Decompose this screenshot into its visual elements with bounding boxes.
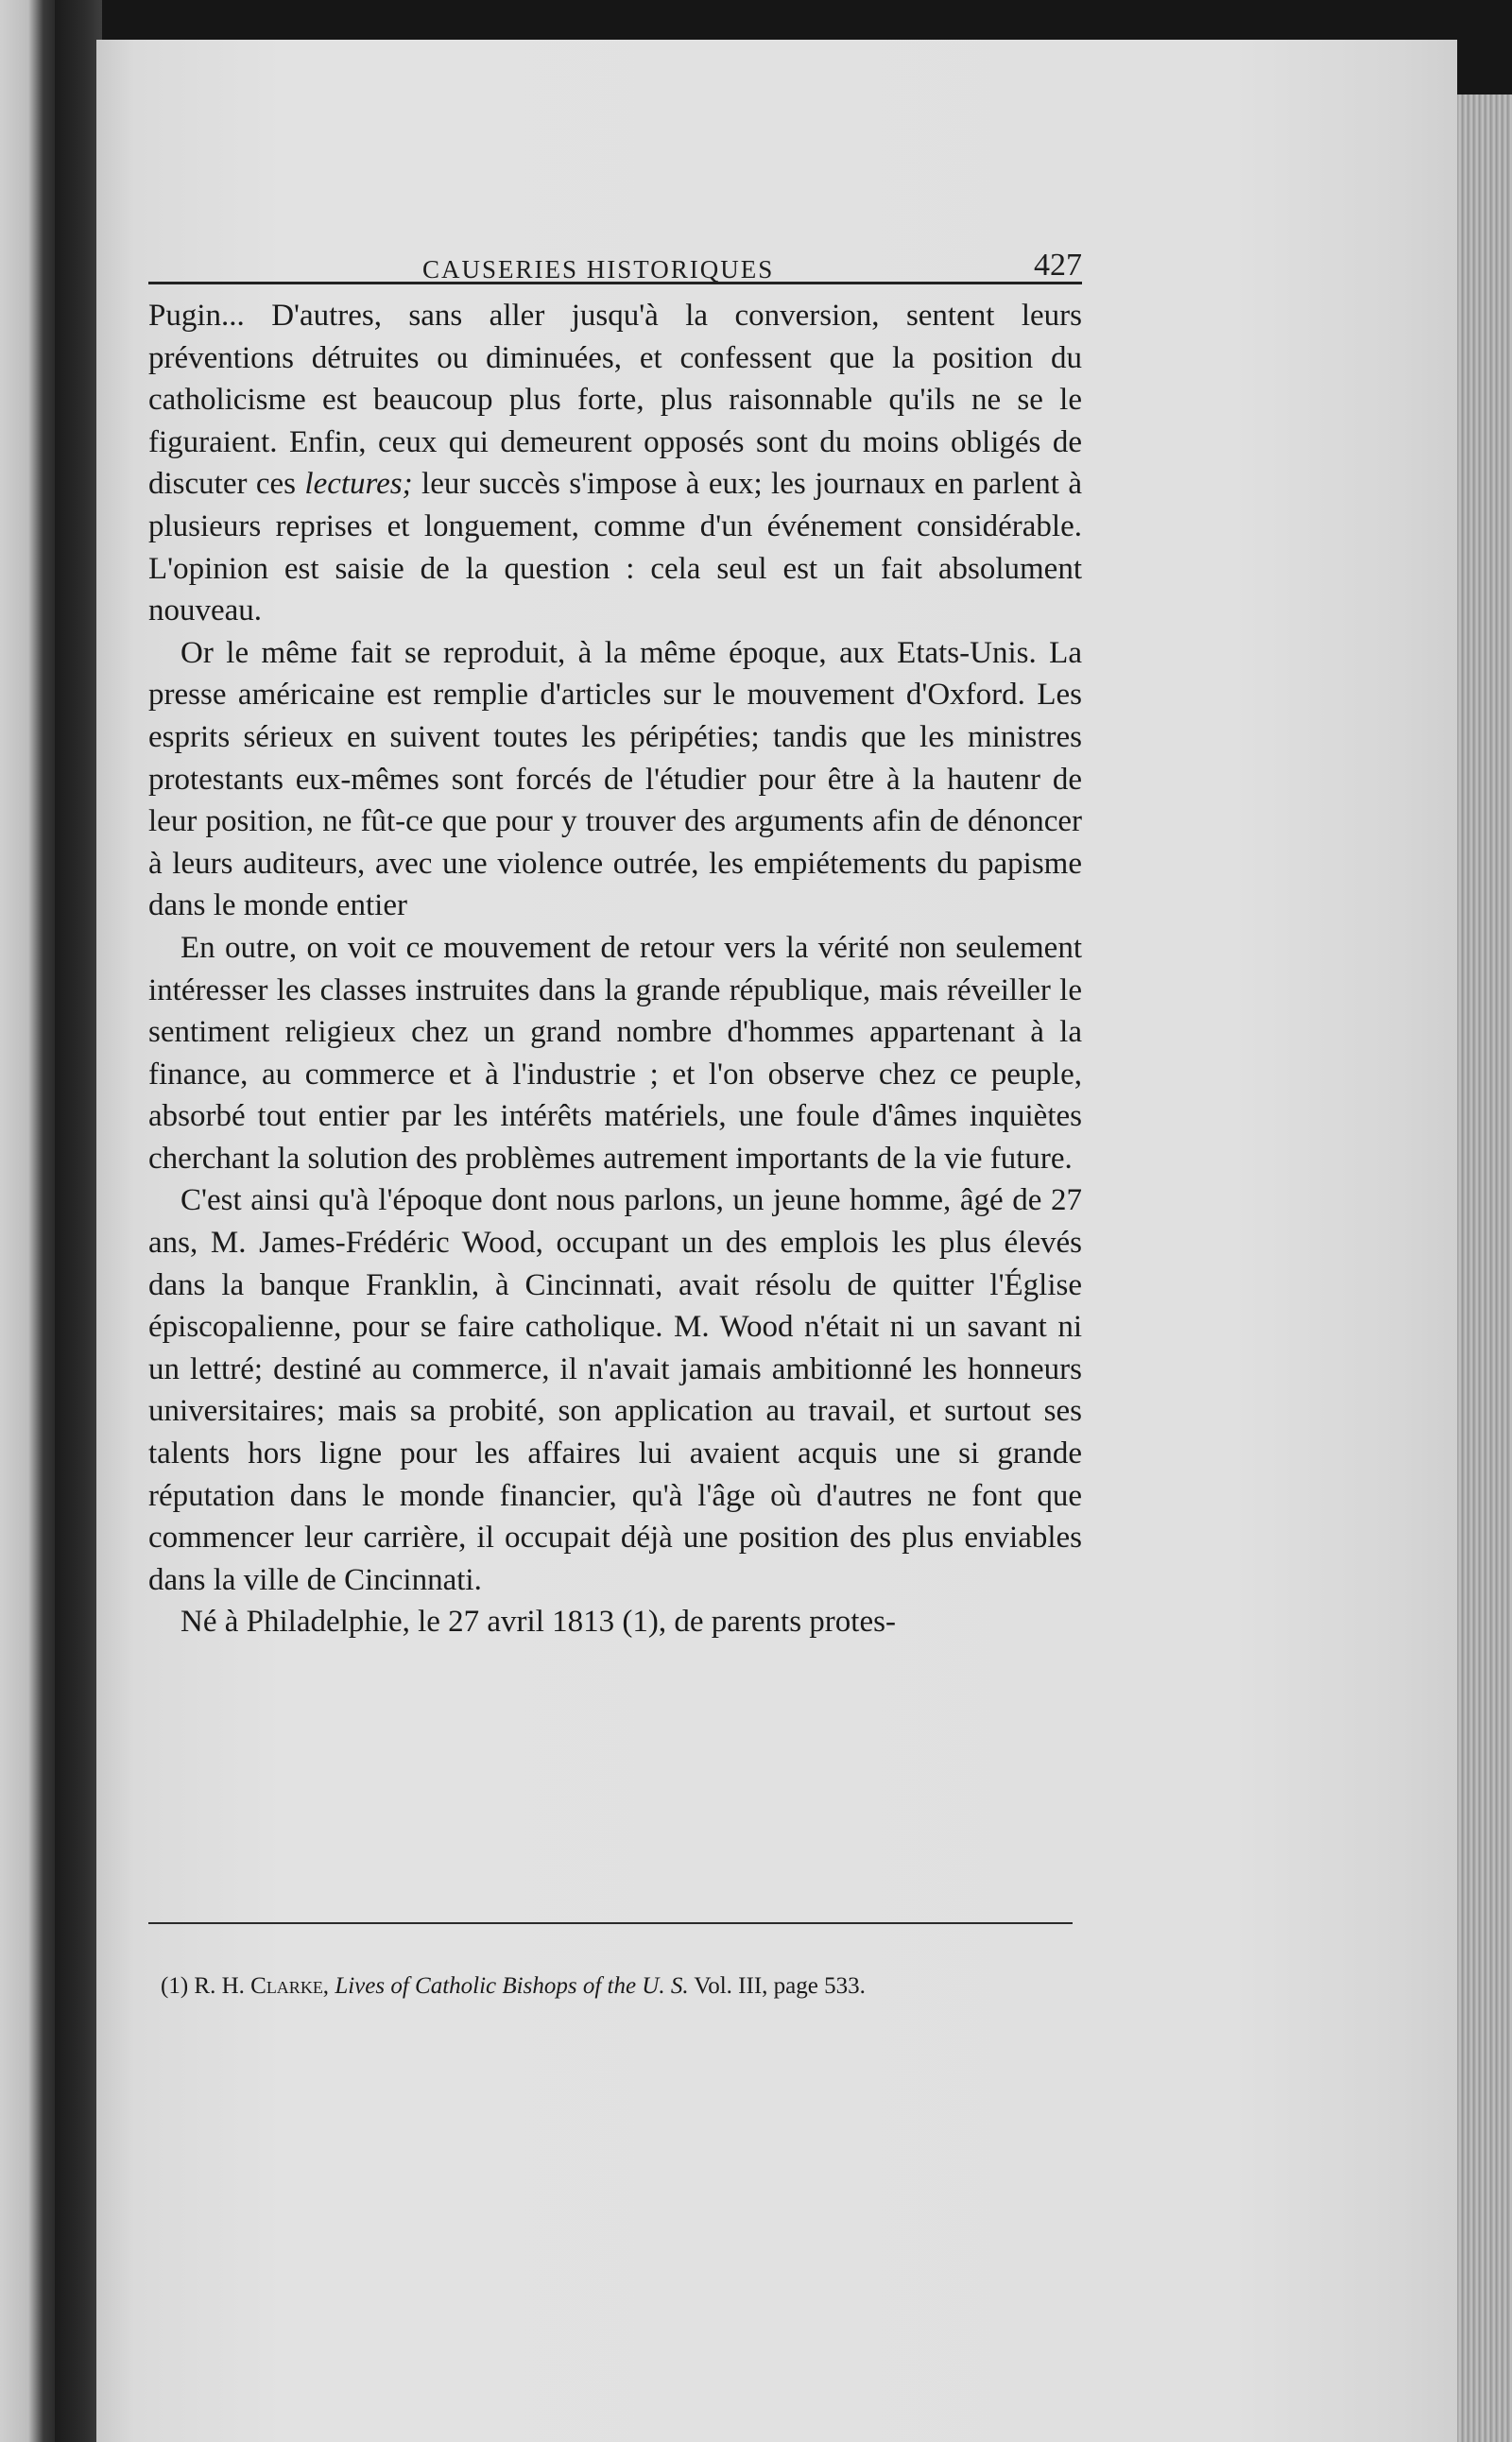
footnote-book-title: Lives of Catholic Bishops of the U. S. bbox=[335, 1973, 689, 1999]
paragraph-5: Né à Philadelphie, le 27 avril 1813 (1), de parents protes- bbox=[180, 1605, 896, 1640]
paragraph-1-part-1: Pugin... D'autres, sans aller jusqu'à la conversion, sentent leurs préventions détruites ou diminuées, et confessent que la position du catholicisme est beaucoup plus forte, plus raisonnable qu'ils ne se le figuraient. Enfin, ceux qui demeurent opposés sont du moins obligés de discuter ces bbox=[148, 299, 1082, 502]
page-edges bbox=[1457, 95, 1512, 2442]
footnote-marker: (1) R. H. bbox=[161, 1973, 251, 1999]
book-spine bbox=[55, 0, 102, 2442]
paragraph-1-emphasis: lectures; bbox=[304, 467, 413, 502]
footnote-rule bbox=[148, 1922, 1073, 1924]
footnote-author: Clarke, bbox=[250, 1973, 330, 1999]
paragraph-1 bbox=[148, 295, 1082, 632]
paragraph-3: En outre, on voit ce mouvement de retour vers la vérité non seulement intéresser les classes instruites dans la grande république, mais réveiller le sentiment religieux chez un grand nombre d'hommes appartenant à la finance, au commerce et à l'industrie ; et l'on observe chez ce peuple, absorbé tout entier par les intérêts matériels, une foule d'âmes inquiètes cherchant la solution des problèmes autrement importants de la vie future. bbox=[148, 930, 1082, 1176]
paragraph-1-part-2: leur succès s'impose à eux; les journaux en parlent à plusieurs reprises et longuement, comme d'un événement considérable. L'opinion est saisie de la question : cela seul est un fait absolument nouveau. bbox=[148, 467, 1082, 628]
footnote bbox=[161, 1973, 1082, 2000]
running-title: CAUSERIES HISTORIQUES bbox=[422, 255, 775, 284]
footnote-reference: Vol. III, page 533. bbox=[688, 1973, 866, 1999]
body-text bbox=[148, 295, 1082, 1643]
page-number: 427 bbox=[1034, 248, 1082, 283]
paragraph-4: C'est ainsi qu'à l'époque dont nous parlons, un jeune homme, âgé de 27 ans, M. James-Frédéric Wood, occupant un des emplois les plus élevés dans la banque Franklin, à Cincinnati, avait résolu de quitter l'Église épiscopalienne, pour se faire catholique. M. Wood n'était ni un savant ni un lettré; destiné au commerce, il n'avait jamais ambitionné les honneurs universitaires; mais sa probité, son application au travail, et surtout ses talents hors ligne pour les affaires lui avaient acquis une si grande réputation dans le monde financier, qu'à l'âge où d'autres ne font que commencer leur carrière, il occupait déjà une position des plus enviables dans la ville de Cincinnati. bbox=[148, 1183, 1082, 1597]
paragraph-2: Or le même fait se reproduit, à la même époque, aux Etats-Unis. La presse américaine est remplie d'articles sur le mouvement d'Oxford. Les esprits sérieux en suivent toutes les péripéties; tandis que les ministres protestants eux-mêmes sont forcés de l'étudier pour être à la hautenr de leur position, ne fût-ce que pour y trouver des arguments afin de dénoncer à leurs auditeurs, avec une violence outrée, les empiétements du papisme dans le monde entier bbox=[148, 635, 1082, 923]
header-rule bbox=[148, 282, 1082, 284]
